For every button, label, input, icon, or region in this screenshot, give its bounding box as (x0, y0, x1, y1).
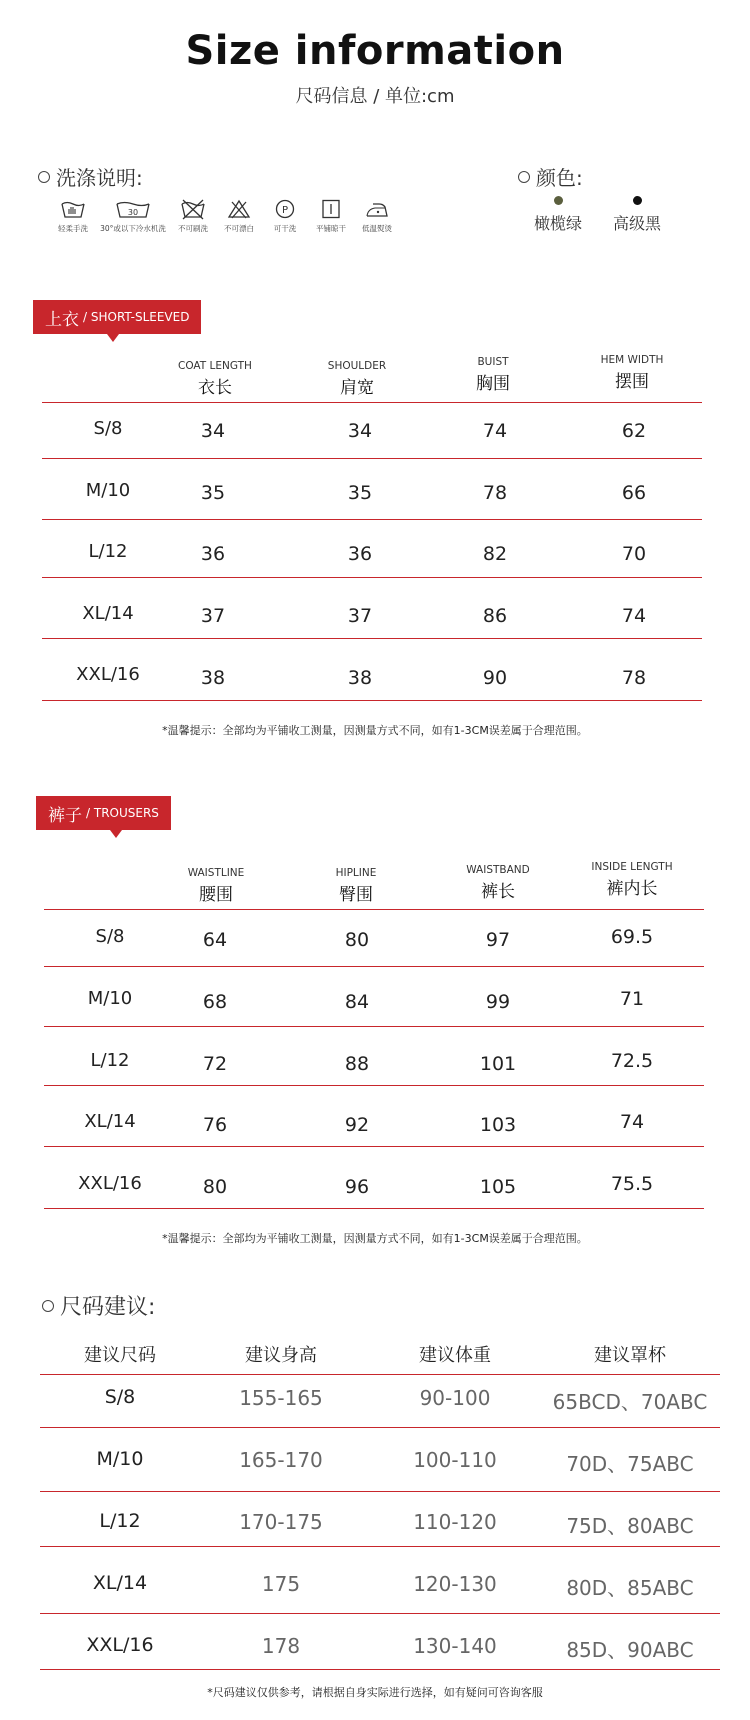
table-divider (42, 577, 702, 578)
tag-zh: 裤子 (48, 805, 82, 826)
suggestion-header-height: 建议身高 (245, 1345, 317, 1366)
top-table-note: *温馨提示：全部均为平铺收工测量，因测量方式不同，如有1-3CM误差属于合理范围。 (162, 724, 588, 737)
table-divider (42, 458, 702, 459)
top-cell: 38 (347, 667, 373, 689)
care-item-dry-clean (262, 198, 308, 234)
trousers-cell: 69.5 (610, 926, 654, 948)
trousers-cell: 80 (344, 929, 370, 951)
suggestion-header-size: 建议尺码 (84, 1345, 156, 1366)
trousers-cell: 84 (344, 991, 370, 1013)
trousers-cell: 88 (344, 1053, 370, 1075)
table-divider (40, 1669, 720, 1670)
suggestion-cell: 100-110 (413, 1448, 497, 1472)
care-item-no-bleach (216, 198, 262, 234)
trousers-cell: 99 (485, 991, 511, 1013)
care-label: 可干洗 (273, 224, 297, 233)
color-name: 橄榄绿 (534, 214, 583, 233)
suggestion-row-size: XL/14 (92, 1572, 148, 1594)
care-title: 洗涤说明: (56, 166, 143, 190)
suggestion-header-cup: 建议罩杯 (594, 1345, 666, 1366)
trousers-col-header-0: WAISTLINE 腰围 (187, 867, 245, 905)
suggestion-cell: 178 (261, 1634, 301, 1658)
top-cell: 74 (621, 605, 647, 627)
top-cell: 35 (200, 482, 226, 504)
trousers-cell: 72.5 (610, 1050, 654, 1072)
top-col-header-2: BUIST 胸围 (476, 356, 510, 394)
care-item-machine-wash (96, 198, 170, 234)
tag-zh: 上衣 (45, 309, 79, 330)
suggestion-row-size: M/10 (96, 1448, 144, 1470)
table-divider (44, 909, 704, 910)
trousers-cell: 72 (202, 1053, 228, 1075)
table-divider (44, 1085, 704, 1086)
top-cell: 36 (200, 543, 226, 565)
top-row-size: XL/14 (82, 603, 134, 624)
top-cell: 66 (621, 482, 647, 504)
suggestion-header-weight: 建议体重 (419, 1345, 491, 1366)
top-col-header-0: COAT LENGTH 衣长 (178, 360, 252, 398)
suggestion-row-size: S/8 (104, 1386, 136, 1408)
top-section-tag (33, 300, 201, 334)
dry-flat-icon (318, 198, 344, 220)
suggestion-cell: 70D、75ABC (566, 1452, 694, 1476)
top-cell: 82 (482, 543, 508, 565)
suggestion-cell: 65BCD、70ABC (552, 1390, 708, 1414)
table-divider (42, 700, 702, 701)
table-divider (42, 402, 702, 403)
trousers-cell: 68 (202, 991, 228, 1013)
trousers-row-size: XL/14 (84, 1111, 136, 1132)
care-item-dry-flat (308, 198, 354, 234)
suggestion-cell: 170-175 (239, 1510, 323, 1534)
top-cell: 37 (347, 605, 373, 627)
care-item-no-scrub (170, 198, 216, 234)
color-swatch (633, 196, 642, 205)
trousers-row-size: L/12 (90, 1050, 130, 1071)
svg-text:30: 30 (127, 208, 139, 217)
suggestion-section-title (42, 1290, 155, 1321)
suggestion-cell: 80D、85ABC (566, 1576, 694, 1600)
trousers-table-note: *温馨提示：全部均为平铺收工测量，因测量方式不同，如有1-3CM误差属于合理范围。 (162, 1232, 588, 1245)
suggestion-cell: 90-100 (419, 1386, 491, 1410)
trousers-col-header-2: WAISTBAND 裤长 (466, 864, 530, 902)
color-option-black (613, 196, 661, 234)
table-divider (40, 1546, 720, 1547)
suggestion-cell: 110-120 (413, 1510, 497, 1534)
care-item-iron-low (354, 198, 400, 234)
trousers-cell: 101 (479, 1053, 517, 1075)
care-label: 不可刷洗 (178, 224, 208, 233)
suggestion-row-size: XXL/16 (86, 1634, 154, 1656)
suggestion-cell: 165-170 (239, 1448, 323, 1472)
care-label: 轻柔手洗 (58, 224, 88, 233)
care-label: 30°或以下冷水机洗 (100, 224, 166, 233)
page-subtitle: 尺码信息 / 单位:cm (295, 86, 455, 107)
tag-pointer-icon (107, 334, 119, 342)
no-bleach-icon (226, 198, 252, 220)
table-divider (40, 1374, 720, 1375)
table-divider (42, 519, 702, 520)
top-cell: 78 (621, 667, 647, 689)
top-col-header-3: HEM WIDTH 摆围 (600, 354, 664, 392)
trousers-cell: 97 (485, 929, 511, 951)
top-cell: 86 (482, 605, 508, 627)
top-cell: 90 (482, 667, 508, 689)
trousers-section-tag (36, 796, 171, 830)
suggestion-note: *尺码建议仅供参考，请根据自身实际进行选择，如有疑问可咨询客服 (207, 1686, 543, 1699)
trousers-col-header-3: INSIDE LENGTH 裤内长 (591, 861, 673, 899)
page-title: Size information (185, 28, 565, 74)
care-label: 低温熨烫 (362, 224, 392, 233)
svg-text:P: P (281, 205, 289, 216)
top-row-size: M/10 (85, 480, 131, 501)
no-scrub-icon (180, 198, 206, 220)
trousers-cell: 64 (202, 929, 228, 951)
color-title: 颜色: (536, 166, 583, 190)
tag-en: / SHORT-SLEEVED (83, 310, 190, 324)
bullet-circle-icon (518, 171, 530, 183)
top-row-size: L/12 (88, 541, 128, 562)
color-name: 高级黑 (613, 214, 662, 233)
care-item-hand-wash (50, 198, 96, 234)
trousers-row-size: S/8 (95, 926, 125, 947)
care-section-title (38, 162, 143, 191)
top-cell: 35 (347, 482, 373, 504)
bullet-circle-icon (38, 171, 50, 183)
care-icons-row (50, 198, 400, 234)
top-cell: 78 (482, 482, 508, 504)
tag-pointer-icon (110, 830, 122, 838)
iron-low-icon (364, 198, 390, 220)
trousers-cell: 103 (479, 1114, 517, 1136)
hand-wash-icon (60, 198, 86, 220)
suggestion-row-size: L/12 (99, 1510, 141, 1532)
top-cell: 37 (200, 605, 226, 627)
table-divider (40, 1613, 720, 1614)
table-divider (42, 638, 702, 639)
top-cell: 36 (347, 543, 373, 565)
trousers-cell: 75.5 (610, 1173, 654, 1195)
table-divider (44, 1208, 704, 1209)
top-cell: 62 (621, 420, 647, 442)
table-divider (40, 1491, 720, 1492)
suggestion-title: 尺码建议: (60, 1295, 156, 1320)
trousers-cell: 80 (202, 1176, 228, 1198)
trousers-cell: 96 (344, 1176, 370, 1198)
bullet-circle-icon (42, 1300, 54, 1312)
color-section-title (518, 162, 583, 191)
top-col-header-1: SHOULDER 肩宽 (327, 360, 387, 398)
table-divider (44, 1026, 704, 1027)
suggestion-cell: 130-140 (413, 1634, 497, 1658)
trousers-row-size: XXL/16 (78, 1173, 142, 1194)
table-divider (44, 966, 704, 967)
trousers-cell: 105 (479, 1176, 517, 1198)
color-swatch (554, 196, 563, 205)
trousers-cell: 74 (619, 1111, 645, 1133)
suggestion-cell: 75D、80ABC (566, 1514, 694, 1538)
top-cell: 38 (200, 667, 226, 689)
top-row-size: XXL/16 (76, 664, 140, 685)
tag-en: / TROUSERS (86, 806, 159, 820)
suggestion-cell: 155-165 (239, 1386, 323, 1410)
top-cell: 74 (482, 420, 508, 442)
care-label: 平铺晾干 (316, 224, 346, 233)
trousers-cell: 76 (202, 1114, 228, 1136)
care-label: 不可漂白 (224, 224, 254, 233)
top-row-size: S/8 (93, 418, 123, 439)
color-option-olive (534, 196, 582, 234)
trousers-row-size: M/10 (87, 988, 133, 1009)
top-cell: 34 (200, 420, 226, 442)
trousers-col-header-1: HIPLINE 臀围 (335, 867, 377, 905)
table-divider (44, 1146, 704, 1147)
trousers-cell: 71 (619, 988, 645, 1010)
suggestion-cell: 85D、90ABC (566, 1638, 694, 1662)
table-divider (40, 1427, 720, 1428)
trousers-cell: 92 (344, 1114, 370, 1136)
suggestion-cell: 175 (261, 1572, 301, 1596)
suggestion-cell: 120-130 (413, 1572, 497, 1596)
dry-clean-icon (272, 198, 298, 220)
top-cell: 34 (347, 420, 373, 442)
top-cell: 70 (621, 543, 647, 565)
machine-wash-30-icon (115, 198, 151, 220)
